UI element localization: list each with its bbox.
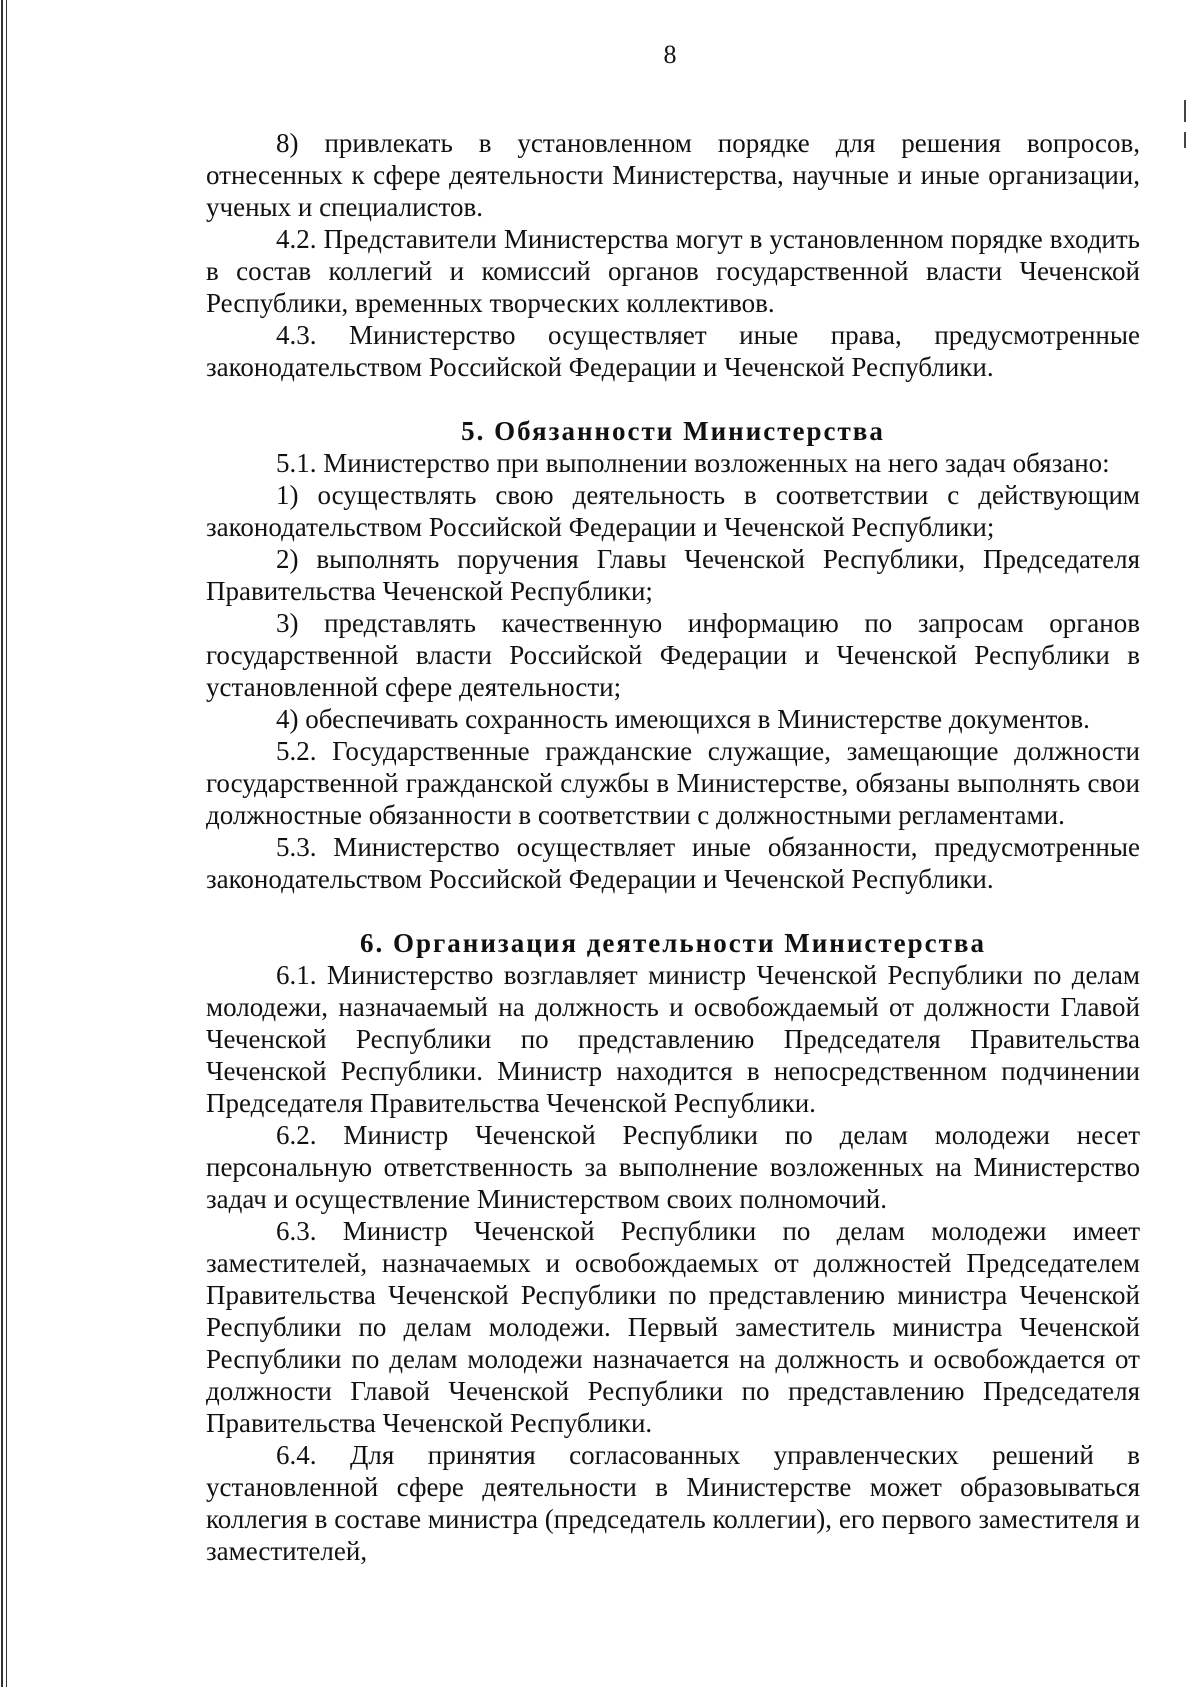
- scan-speck: [1184, 100, 1186, 122]
- section-heading: 6. Организация деятельности Министерства: [360, 928, 986, 958]
- document-body: [206, 127, 1140, 1567]
- paragraph: 5.2. Государственные гражданские служащие, замещающие должности государственной гражданской службы в Министерстве, обязаны выполнять свои должностные обязанности в соответствии с должностными регламентами.: [206, 736, 1140, 830]
- scan-speck: [1184, 132, 1186, 148]
- section-gap: [206, 895, 1140, 927]
- paragraph: 4.3. Министерство осуществляет иные права, предусмотренные законодательством Российской Федерации и Чеченской Республики.: [206, 320, 1140, 382]
- paragraph: 6.4. Для принятия согласованных управленческих решений в установленной сфере деятельности в Министерстве может образовываться коллегия в составе министра (председатель коллегии), его первого заместителя и заместителей,: [206, 1440, 1140, 1566]
- paragraph: 6.2. Министр Чеченской Республики по делам молодежи несет персональную ответственность за выполнение возложенных на Министерство задач и осуществление Министерством своих полномочий.: [206, 1120, 1140, 1214]
- page-number: 8: [663, 40, 677, 69]
- section-heading: 5. Обязанности Министерства: [461, 416, 885, 446]
- paragraph: 8) привлекать в установленном порядке для решения вопросов, отнесенных к сфере деятельности Министерства, научные и иные организации, ученых и специалистов.: [206, 128, 1140, 222]
- section-gap: [206, 383, 1140, 415]
- paragraph: 2) выполнять поручения Главы Чеченской Республики, Председателя Правительства Чеченской Республики;: [206, 544, 1140, 606]
- scan-edge: [0, 0, 12, 1687]
- paragraph: 5.1. Министерство при выполнении возложенных на него задач обязано:: [276, 448, 1110, 478]
- paragraph: 4) обеспечивать сохранность имеющихся в Министерстве документов.: [276, 704, 1090, 734]
- paragraph: 1) осуществлять свою деятельность в соответствии с действующим законодательством Российской Федерации и Чеченской Республики;: [206, 480, 1140, 542]
- scan-edge-line: [1, 0, 3, 1687]
- paragraph: 6.3. Министр Чеченской Республики по делам молодежи имеет заместителей, назначаемых и освобождаемых от должностей Председателем Правительства Чеченской Республики по представлению министра Чеченской Республики по делам молодежи. Первый заместитель министра Чеченской Республики по делам молодежи назначается на должность и освобождается от должности Главой Чеченской Республики по представлению Председателя Правительства Чеченской Республики.: [206, 1216, 1140, 1438]
- paragraph: 5.3. Министерство осуществляет иные обязанности, предусмотренные законодательством Российской Федерации и Чеченской Республики.: [206, 832, 1140, 894]
- paragraph: 3) представлять качественную информацию по запросам органов государственной власти Российской Федерации и Чеченской Республики в установленной сфере деятельности;: [206, 608, 1140, 702]
- paragraph: 4.2. Представители Министерства могут в установленном порядке входить в состав коллегий и комиссий органов государственной власти Чеченской Республики, временных творческих коллективов.: [206, 224, 1140, 318]
- scan-edge-line: [6, 0, 7, 1687]
- paragraph: 6.1. Министерство возглавляет министр Чеченской Республики по делам молодежи, назначаемый на должность и освобождаемый от должности Главой Чеченской Республики по представлению Председателя Правительства Чеченской Республики. Министр находится в непосредственном подчинении Председателя Правительства Чеченской Республики.: [206, 960, 1140, 1118]
